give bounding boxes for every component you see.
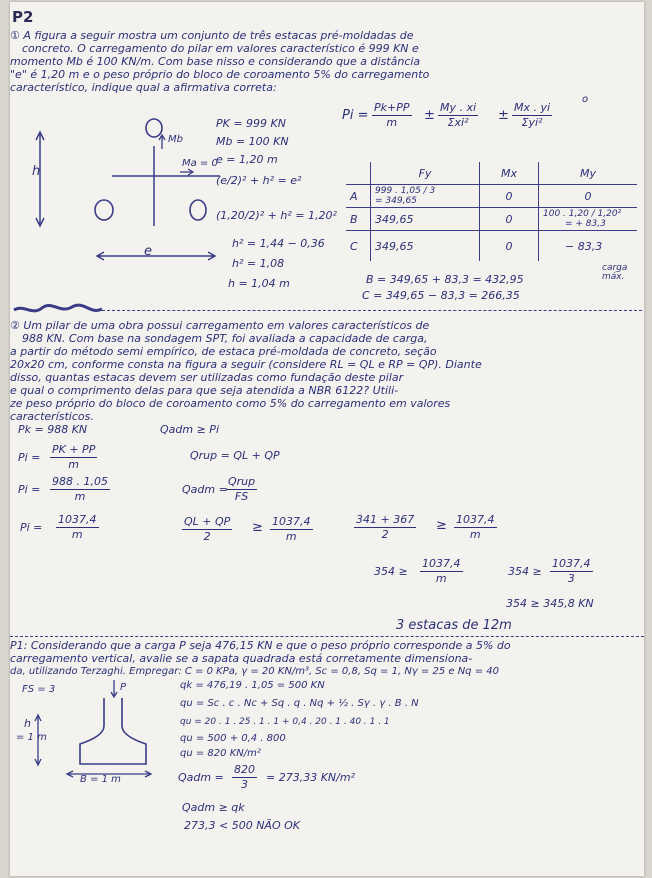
q3-line-2: carregamento vertical, avalie se a sapata quadrada está corretamente dimensiona-	[10, 652, 473, 665]
pile-left-circle	[95, 200, 113, 220]
fy-line: 999 . 1,05 / 3	[375, 186, 436, 196]
qadm-fraction	[232, 764, 257, 791]
calc-line: h² = 1,44 − 0,36	[232, 237, 325, 250]
qrup-formula: Qrup = QL + QP	[190, 449, 280, 462]
ineq3-left: 354 ≥	[374, 565, 408, 578]
my-cell: − 83,3	[539, 231, 638, 262]
label-mb: Mb	[168, 134, 183, 145]
q1-pile-diagram	[30, 114, 220, 274]
scribble-mark	[12, 304, 104, 316]
ineq3-right	[420, 558, 463, 585]
ineq1-right	[270, 516, 313, 543]
q1-line-4: "e" é 1,20 m e o peso próprio do bloco de coroamento 5% do carregamento	[10, 68, 430, 81]
pi3-lhs: Pi =	[20, 521, 43, 534]
ineq1-rnum: 1037,4	[272, 515, 311, 528]
label-h: h	[32, 164, 41, 179]
calc-line: PK = 999 KN	[216, 117, 286, 130]
max-word: máx.	[602, 272, 625, 282]
mx-cell: 0	[480, 231, 539, 262]
carga-max-note	[602, 264, 627, 282]
fy-line: = 349,65	[375, 196, 417, 206]
p-label: P	[120, 682, 127, 693]
calc-line: qk = 476,19 . 1,05 = 500 KN	[180, 680, 325, 691]
calc-line: h² = 1,08	[232, 257, 285, 270]
pi-num: PK + PP	[52, 443, 96, 456]
ineq1-rden: m	[285, 530, 297, 543]
pile-top-circle	[146, 119, 162, 137]
calc-line: Mb = 100 KN	[216, 135, 289, 148]
formula-t1-num: Pk+PP	[374, 101, 410, 114]
row-name: B	[346, 208, 371, 231]
table-header-cell: My	[539, 162, 638, 185]
ineq2-num: 341 + 367	[356, 513, 415, 526]
q2-line-4: 20x20 cm, conforme consta na figura a seguir (considere RL = QL e RP = QP). Diante	[10, 358, 482, 371]
ineq2-rden: m	[469, 528, 481, 541]
footing-b-label: B = 1 m	[80, 774, 121, 785]
ineq2-op: ≥	[436, 518, 447, 533]
formula-t3-num: Mx . yi	[514, 101, 551, 114]
fy-cell	[371, 185, 480, 208]
ineq4-left: 354 ≥	[508, 565, 542, 578]
qadm-condition: Qadm ≥ qk	[182, 801, 245, 814]
table-header-cell: Fy	[371, 162, 480, 185]
formula-lhs: Pi =	[342, 108, 369, 123]
q3-line-1: P1: Considerando que a carga P seja 476,15 KN e que o peso próprio corresponde a 5% do	[10, 639, 511, 652]
result-b: B = 349,65 + 83,3 = 432,95	[366, 273, 524, 286]
ineq2-rnum: 1037,4	[456, 513, 495, 526]
formula-mark: o	[582, 94, 589, 105]
qadm-num: 820	[234, 763, 255, 776]
q2-line-1: ② Um pilar de uma obra possui carregamento em valores característicos de	[10, 319, 430, 332]
q1-force-table	[346, 162, 637, 261]
formula-t1-den: m	[386, 116, 398, 129]
ineq2-den: 2	[381, 528, 389, 541]
pi3-fraction	[56, 514, 99, 541]
my-cell	[539, 208, 638, 231]
calc-line: h = 1,04 m	[228, 277, 290, 290]
calc-line: e = 1,20 m	[216, 153, 278, 166]
pi2-lhs: Pi =	[18, 483, 41, 496]
ineq2-right	[454, 514, 497, 541]
formula-t3-den: Σyi²	[521, 116, 543, 129]
ineq2-left	[354, 514, 416, 541]
ineq1-op: ≥	[252, 520, 263, 535]
qadm-result: = 273,33 KN/m²	[266, 771, 355, 784]
page-code: P2	[12, 8, 34, 26]
formula-term-2	[438, 102, 478, 129]
calc-line: qu = 820 KN/m²	[180, 748, 261, 759]
qadm-den: 3	[241, 778, 248, 791]
section-divider	[10, 636, 644, 637]
calc-line: qu = 20 . 1 . 25 . 1 . 1 + 0,4 . 20 . 1 . 40 . 1 . 1	[180, 717, 390, 727]
formula-t2-den: Σxi²	[447, 116, 469, 129]
q2-line-6: e qual o comprimento delas para que seja atendida a NBR 6122? Utili-	[10, 384, 399, 397]
q2-line-3: a partir do método semi empírico, de estaca pré-moldada de concreto, seção	[10, 345, 437, 358]
table-row	[346, 185, 637, 208]
pi-den: m	[68, 458, 80, 471]
q1-line-5: característico, indique qual a afirmativa correta:	[10, 81, 277, 94]
fs-label: FS = 3	[22, 684, 56, 695]
row-name: A	[346, 185, 371, 208]
pi-lhs: Pi =	[18, 451, 41, 464]
qadm-num: Qrup	[228, 475, 256, 488]
calc-line: (e/2)² + h² = e²	[216, 174, 302, 187]
my-line: = + 83,3	[565, 219, 606, 229]
formula-term-3	[512, 102, 552, 129]
final-check: 273,3 < 500 NÃO OK	[184, 819, 300, 832]
table-header-cell: Mx	[480, 162, 539, 185]
pk-value: Pk = 988 KN	[18, 423, 88, 436]
q2-line-7: ze peso próprio do bloco de coroamento como 5% do carregamento em valores	[10, 397, 451, 410]
label-e: e	[144, 244, 152, 259]
ineq3-rden: m	[435, 572, 447, 585]
footing-h-value: = 1 m	[16, 732, 47, 743]
ineq4-rnum: 1037,4	[552, 557, 591, 570]
q1-line-1: ① A figura a seguir mostra um conjunto de três estacas pré-moldadas de	[10, 29, 414, 42]
ineq1-den: 2	[203, 530, 211, 543]
mx-cell: 0	[480, 185, 539, 208]
formula-op-1: ±	[424, 108, 435, 123]
qadm-condition: Qadm ≥ Pi	[160, 423, 219, 436]
calc-line: qu = Sc . c . Nc + Sq . q . Nq + ½ . Sγ . γ . B . N	[180, 698, 419, 709]
q2-line-2: 988 KN. Com base na sondagem SPT, foi avaliada a capacidade de carga,	[22, 332, 428, 345]
qadm-lhs: Qadm =	[178, 771, 224, 784]
row-name: C	[346, 231, 371, 262]
mx-cell: 0	[480, 208, 539, 231]
formula-term-1	[372, 102, 412, 129]
formula-t2-num: My . xi	[440, 101, 477, 114]
notebook-page	[10, 2, 644, 876]
pi2-num: 988 . 1,05	[52, 475, 108, 488]
qadm-lhs: Qadm =	[182, 483, 228, 496]
pi3-den: m	[71, 528, 83, 541]
qadm-fraction	[226, 476, 257, 503]
my-cell: 0	[539, 185, 638, 208]
label-ma: Ma = 0	[182, 158, 218, 169]
ineq1-left	[182, 516, 232, 543]
calc-line: (1,20/2)² + h² = 1,20²	[216, 209, 337, 222]
ineq1-num: QL + QP	[184, 515, 231, 528]
result-c: C = 349,65 − 83,3 = 266,35	[362, 289, 520, 302]
table-header-cell	[346, 162, 371, 185]
table-row	[346, 231, 637, 262]
carga-word: carga	[602, 263, 628, 273]
fy-cell: 349,65	[371, 208, 480, 231]
q2-line-8: característicos.	[10, 410, 94, 423]
pile-right-circle	[190, 200, 206, 220]
calc-line: qu = 500 + 0,4 . 800	[180, 733, 286, 744]
my-line: 100 . 1,20 / 1,20²	[543, 209, 622, 219]
q3-line-3: da, utilizando Terzaghi. Empregar: C = 0 KPa, γ = 20 KN/m³, Sc = 0,8, Sq = 1, Nγ = 25 e Nq = 40	[10, 666, 499, 677]
q2-line-5: disso, quantas estacas devem ser utilizadas como fundação deste pilar	[10, 371, 404, 384]
pi2-fraction	[50, 476, 110, 503]
footing-outline	[80, 698, 146, 764]
ineq4-rden: 3	[567, 572, 575, 585]
pi2-den: m	[74, 490, 86, 503]
section-divider	[102, 310, 642, 311]
qadm-den: FS	[234, 490, 249, 503]
ineq3-rnum: 1037,4	[422, 557, 461, 570]
pi3-num: 1037,4	[58, 513, 97, 526]
ineq5: 354 ≥ 345,8 KN	[506, 597, 594, 610]
formula-op-2: ±	[498, 108, 509, 123]
pi-fraction	[50, 444, 97, 471]
table-row	[346, 208, 637, 231]
ineq4-right	[550, 558, 593, 585]
fy-cell: 349,65	[371, 231, 480, 262]
table-header-row	[346, 162, 637, 185]
q1-line-2: concreto. O carregamento do pilar em valores característico é 999 KN e	[22, 42, 419, 55]
q2-answer: 3 estacas de 12m	[396, 618, 512, 633]
q1-line-3: momento Mb é 100 KN/m. Com base nisso e considerando que a distância	[10, 55, 421, 68]
footing-h-label: h	[24, 717, 31, 730]
